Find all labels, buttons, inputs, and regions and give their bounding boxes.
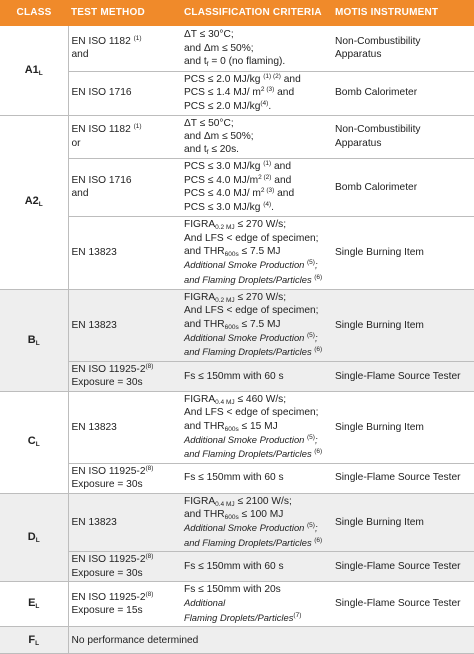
cell-line	[72, 465, 179, 478]
criteria-cell	[181, 361, 332, 391]
italic-text: Additional Smoke Production	[184, 522, 307, 534]
cell-line	[184, 536, 329, 550]
cell-line	[184, 55, 329, 68]
cell-text: EN 13823	[71, 516, 117, 528]
cell-line	[72, 137, 179, 150]
cell-text: and THR	[184, 318, 225, 330]
cell-line	[184, 258, 329, 272]
table-body	[0, 26, 474, 654]
cell-text: and	[271, 174, 292, 186]
cell-text: ≤ 100 MJ	[238, 509, 284, 520]
cell-text: ≤ 270 W/s;	[234, 219, 287, 231]
cell-line	[72, 634, 472, 647]
cell-text: Single-Flame Source Tester	[335, 472, 461, 484]
cell-text: FIGRA	[184, 393, 216, 405]
cell-line	[184, 130, 329, 143]
superscript-note: (8)	[145, 553, 154, 561]
test-method-cell	[68, 552, 181, 582]
cell-line	[72, 591, 179, 604]
cell-text: Bomb Calorimeter	[335, 87, 418, 99]
cell-text: Single-Flame Source Tester	[335, 560, 461, 572]
superscript-note: (6)	[314, 273, 323, 281]
cell-line	[184, 521, 329, 535]
italic-text: Flaming Droplets/Particles	[184, 611, 294, 623]
class-subscript: L	[35, 603, 40, 611]
italic-text: ;	[314, 331, 318, 343]
cell-text: FIGRA	[184, 495, 216, 507]
superscript-note: 2 (3)	[260, 187, 275, 195]
cell-text: EN 13823	[71, 247, 117, 259]
instrument-cell	[332, 71, 474, 115]
cell-line	[184, 232, 329, 245]
cell-line	[184, 174, 329, 187]
cell-text: ΔT ≤ 50°C;	[184, 117, 234, 129]
cell-text: Single-Flame Source Tester	[335, 598, 461, 610]
cell-text: Single Burning Item	[335, 247, 424, 259]
cell-line	[184, 100, 329, 113]
cell-line	[335, 319, 471, 332]
cell-text: EN ISO 1182	[71, 124, 134, 136]
cell-text: PCS ≤ 4.0 MJ/ m	[184, 188, 261, 200]
italic-text: and Flaming Droplets/Particles	[184, 448, 315, 460]
class-cell-a2	[0, 115, 68, 289]
class-cell-b	[0, 289, 68, 391]
cell-line	[335, 516, 471, 529]
header-class: CLASS	[0, 0, 68, 26]
cell-line	[184, 495, 329, 508]
superscript-note: (6)	[314, 346, 323, 354]
cell-text: .	[268, 100, 272, 112]
cell-text: ≤ 460 W/s;	[234, 393, 287, 405]
italic-text: ;	[314, 259, 318, 271]
subscript-text: 0.2 MJ	[215, 224, 235, 232]
subscript-text: 600s	[224, 425, 239, 433]
cell-line	[72, 376, 179, 389]
cell-text: Exposure = 30s	[71, 479, 143, 491]
class-subscript: L	[38, 69, 43, 77]
cell-text: PCS ≤ 4.0 MJ/m	[184, 174, 259, 186]
table-row	[0, 493, 474, 552]
superscript-note: 2 (3)	[260, 86, 275, 94]
cell-line	[184, 73, 329, 86]
cell-line	[184, 218, 329, 231]
cell-text: and	[71, 188, 89, 200]
cell-text: ≤ 20s.	[208, 144, 239, 156]
superscript-note: (1)	[133, 34, 142, 42]
criteria-cell	[181, 493, 332, 552]
superscript-note: (8)	[145, 464, 154, 472]
subscript-text: f	[206, 60, 209, 68]
cell-line	[184, 318, 329, 331]
cell-line	[72, 35, 179, 48]
cell-text: PCS ≤ 3.0 MJ/kg	[184, 201, 264, 213]
test-method-cell	[68, 391, 181, 463]
cell-line	[184, 117, 329, 130]
superscript-note: (5)	[307, 522, 315, 530]
cell-text: Exposure = 15s	[71, 605, 143, 617]
cell-line	[184, 433, 329, 447]
cell-line	[72, 553, 179, 566]
cell-line	[184, 273, 329, 287]
cell-text: Apparatus	[335, 137, 382, 149]
cell-text: Exposure = 30s	[71, 377, 143, 389]
cell-text: Bomb Calorimeter	[335, 181, 418, 193]
cell-text: and THR	[184, 509, 225, 520]
subscript-text: 600s	[224, 514, 239, 521]
instrument-cell	[332, 216, 474, 289]
cell-line	[72, 86, 179, 99]
test-method-cell	[68, 582, 181, 627]
cell-line	[72, 48, 179, 61]
cell-line	[184, 420, 329, 433]
cell-text: EN 13823	[71, 319, 117, 331]
criteria-cell	[181, 26, 332, 71]
cell-text: Non-Combustibility	[335, 124, 421, 136]
cell-text: Exposure = 30s	[71, 567, 143, 579]
cell-text: Apparatus	[335, 49, 382, 61]
italic-text: and Flaming Droplets/Particles	[184, 346, 315, 358]
class-subscript: L	[35, 441, 40, 449]
table-header-row	[0, 0, 474, 26]
cell-line	[184, 406, 329, 419]
criteria-cell	[181, 71, 332, 115]
cell-text: Single Burning Item	[335, 516, 424, 528]
class-cell-e	[0, 582, 68, 627]
cell-text: = 0 (no flaming).	[208, 55, 286, 67]
cell-text: and t	[184, 144, 207, 156]
class-label: E	[28, 597, 36, 610]
criteria-cell	[181, 289, 332, 361]
table-row	[0, 552, 474, 582]
cell-text: and	[271, 161, 291, 173]
cell-line	[72, 319, 179, 332]
cell-text: or	[71, 137, 81, 149]
italic-text: Additional Smoke Production	[184, 433, 307, 445]
cell-line	[335, 48, 471, 61]
cell-line	[335, 35, 471, 48]
cell-text: Fs ≤ 150mm with 60 s	[184, 560, 284, 572]
test-method-cell	[68, 216, 181, 289]
test-method-cell	[68, 493, 181, 552]
cell-line	[184, 393, 329, 406]
cell-text: and Δm ≤ 50%;	[184, 42, 254, 54]
cell-line	[184, 160, 329, 173]
cell-line	[72, 187, 179, 200]
cell-line	[72, 567, 179, 580]
table-row	[0, 71, 474, 115]
cell-line	[184, 245, 329, 258]
instrument-cell	[332, 289, 474, 361]
italic-text: and Flaming Droplets/Particles	[184, 273, 315, 285]
cell-line	[72, 174, 179, 187]
cell-line	[184, 201, 329, 214]
table-row	[0, 216, 474, 289]
cell-line	[184, 447, 329, 461]
cell-text: PCS ≤ 2.0 MJ/kg	[184, 100, 261, 112]
cell-text: And LFS < edge of specimen;	[184, 407, 319, 419]
cell-text: ≤ 15 MJ	[238, 420, 278, 432]
cell-text: ≤ 7.5 MJ	[238, 246, 281, 258]
superscript-note: (7)	[293, 611, 302, 619]
cell-text: FIGRA	[184, 291, 216, 303]
cell-line	[184, 86, 329, 99]
instrument-cell	[332, 391, 474, 463]
class-cell-d	[0, 493, 68, 581]
cell-text: EN ISO 11925-2	[71, 554, 146, 566]
cell-line	[184, 187, 329, 200]
table-row	[0, 582, 474, 627]
cell-text: and	[71, 49, 89, 61]
cell-text: ≤ 270 W/s;	[234, 291, 287, 303]
criteria-cell	[181, 115, 332, 158]
test-method-cell	[68, 71, 181, 115]
superscript-note: 2 (2)	[258, 173, 272, 181]
table-row	[0, 391, 474, 463]
cell-text: And LFS < edge of specimen;	[184, 305, 319, 317]
italic-text: Additional Smoke Production	[184, 331, 307, 343]
cell-line	[184, 583, 329, 596]
superscript-note: (4)	[263, 200, 272, 208]
cell-text: EN ISO 1716	[71, 174, 132, 186]
cell-text: and t	[184, 55, 207, 67]
cell-text: Fs ≤ 150mm with 60 s	[184, 370, 284, 382]
cell-line	[335, 471, 471, 484]
cell-line	[72, 421, 179, 434]
cell-line	[335, 560, 471, 573]
subscript-text: 600s	[224, 251, 239, 259]
cell-line	[335, 123, 471, 136]
superscript-note: (5)	[307, 433, 315, 441]
table-row	[0, 289, 474, 361]
cell-text: Fs ≤ 150mm with 60 s	[184, 472, 284, 484]
cell-line	[184, 304, 329, 317]
cell-line	[335, 137, 471, 150]
cell-text: EN ISO 11925-2	[71, 465, 146, 477]
instrument-cell	[332, 115, 474, 158]
test-method-cell	[68, 463, 181, 493]
cell-text: and	[280, 73, 301, 85]
cell-text: Non-Combustibility	[335, 35, 421, 47]
cell-line	[184, 611, 329, 625]
class-label: C	[27, 435, 36, 448]
subscript-text: 0.2 MJ	[215, 296, 235, 304]
class-subscript: L	[35, 536, 40, 544]
cell-line	[184, 345, 329, 359]
instrument-cell	[332, 361, 474, 391]
superscript-note: (6)	[314, 536, 323, 544]
cell-line	[335, 370, 471, 383]
cell-text: and THR	[184, 420, 225, 432]
cell-line	[184, 508, 329, 521]
italic-text: ;	[314, 433, 318, 445]
cell-text: Fs ≤ 150mm with 20s	[184, 584, 281, 596]
cell-text: PCS ≤ 2.0 MJ/kg	[184, 73, 264, 85]
italic-text: ;	[314, 522, 318, 534]
header-test-method: TEST METHOD	[68, 0, 181, 26]
cell-text: FIGRA	[184, 219, 216, 231]
superscript-note: (5)	[307, 331, 315, 339]
cell-line	[184, 28, 329, 41]
subscript-text: 0.4 MJ	[215, 398, 235, 406]
cell-line	[72, 123, 179, 136]
cell-line	[184, 42, 329, 55]
cell-line	[335, 86, 471, 99]
superscript-note: (8)	[145, 362, 154, 370]
cell-text: EN ISO 1182	[71, 35, 134, 47]
header-motis-instrument: MOTIS INSTRUMENT	[332, 0, 474, 26]
cell-text: and	[274, 87, 295, 99]
class-label: D	[27, 530, 36, 543]
cell-text: And LFS < edge of specimen;	[184, 232, 319, 244]
test-method-cell	[68, 361, 181, 391]
cell-line	[72, 478, 179, 491]
criteria-cell	[181, 582, 332, 627]
superscript-note: (1)	[133, 123, 142, 131]
criteria-cell	[181, 552, 332, 582]
cell-text: No performance determined	[71, 634, 199, 646]
cell-text: and THR	[184, 246, 225, 258]
table-row	[0, 158, 474, 216]
class-label: A2	[24, 195, 39, 208]
cell-line	[184, 596, 329, 610]
subscript-text: 0.4 MJ	[215, 500, 235, 508]
cell-text: Single Burning Item	[335, 421, 424, 433]
superscript-note: (8)	[145, 590, 154, 598]
cell-line	[72, 363, 179, 376]
class-subscript: L	[38, 201, 43, 209]
superscript-note: (1) (2)	[263, 72, 281, 80]
test-method-cell	[68, 26, 181, 71]
criteria-cell	[181, 158, 332, 216]
class-label: B	[27, 333, 36, 346]
header-classification-criteria: CLASSIFICATION CRITERIA	[181, 0, 332, 26]
italic-text: and Flaming Droplets/Particles	[184, 536, 315, 548]
cell-text: EN ISO 11925-2	[71, 591, 146, 603]
subscript-text: 600s	[224, 323, 239, 331]
cell-line	[72, 246, 179, 259]
instrument-cell	[332, 493, 474, 552]
cell-text: ΔT ≤ 30°C;	[184, 29, 234, 41]
class-label: A1	[24, 63, 39, 76]
test-method-cell	[68, 115, 181, 158]
superscript-note: (4)	[260, 99, 269, 107]
cell-text: ≤ 7.5 MJ	[238, 318, 281, 330]
test-method-cell	[68, 289, 181, 361]
cell-text: .	[271, 201, 274, 213]
cell-line	[72, 516, 179, 529]
cell-text: and	[274, 188, 295, 200]
criteria-cell	[181, 216, 332, 289]
table-row	[0, 115, 474, 158]
class-cell-a1	[0, 26, 68, 115]
cell-text: EN ISO 11925-2	[71, 363, 146, 375]
superscript-note: (5)	[307, 259, 315, 267]
cell-text: Single-Flame Source Tester	[335, 370, 461, 382]
cell-line	[184, 291, 329, 304]
cell-text: ≤ 2100 W/s;	[234, 495, 292, 507]
cell-text: PCS ≤ 3.0 MJ/kg	[184, 161, 264, 173]
cell-line	[335, 181, 471, 194]
superscript-note: (6)	[314, 448, 323, 456]
instrument-cell	[332, 463, 474, 493]
criteria-cell	[181, 463, 332, 493]
cell-text: EN 13823	[71, 421, 117, 433]
cell-line	[335, 246, 471, 259]
instrument-cell	[332, 552, 474, 582]
cell-line	[184, 471, 329, 484]
class-label: F	[28, 633, 36, 646]
cell-line	[184, 331, 329, 345]
class-cell-c	[0, 391, 68, 493]
cell-text: Single Burning Item	[335, 319, 424, 331]
instrument-cell	[332, 158, 474, 216]
table-row	[0, 361, 474, 391]
test-method-cell	[68, 158, 181, 216]
cell-line	[335, 597, 471, 610]
cell-text: EN ISO 1716	[71, 87, 132, 99]
instrument-cell	[332, 582, 474, 627]
cell-line	[184, 370, 329, 383]
cell-text: PCS ≤ 1.4 MJ/ m	[184, 87, 261, 99]
cell-line	[184, 560, 329, 573]
table-row	[0, 463, 474, 493]
criteria-cell	[181, 391, 332, 463]
table-row	[0, 26, 474, 71]
italic-text: Additional Smoke Production	[184, 259, 307, 271]
cell-line	[335, 421, 471, 434]
cell-line	[184, 143, 329, 156]
class-subscript: L	[35, 639, 40, 647]
superscript-note: (1)	[263, 160, 272, 168]
cell-text: and Δm ≤ 50%;	[184, 130, 254, 142]
subscript-text: f	[206, 149, 209, 157]
instrument-cell	[332, 26, 474, 71]
class-subscript: L	[35, 339, 40, 347]
italic-text: Additional	[184, 597, 226, 609]
cell-line	[72, 604, 179, 617]
